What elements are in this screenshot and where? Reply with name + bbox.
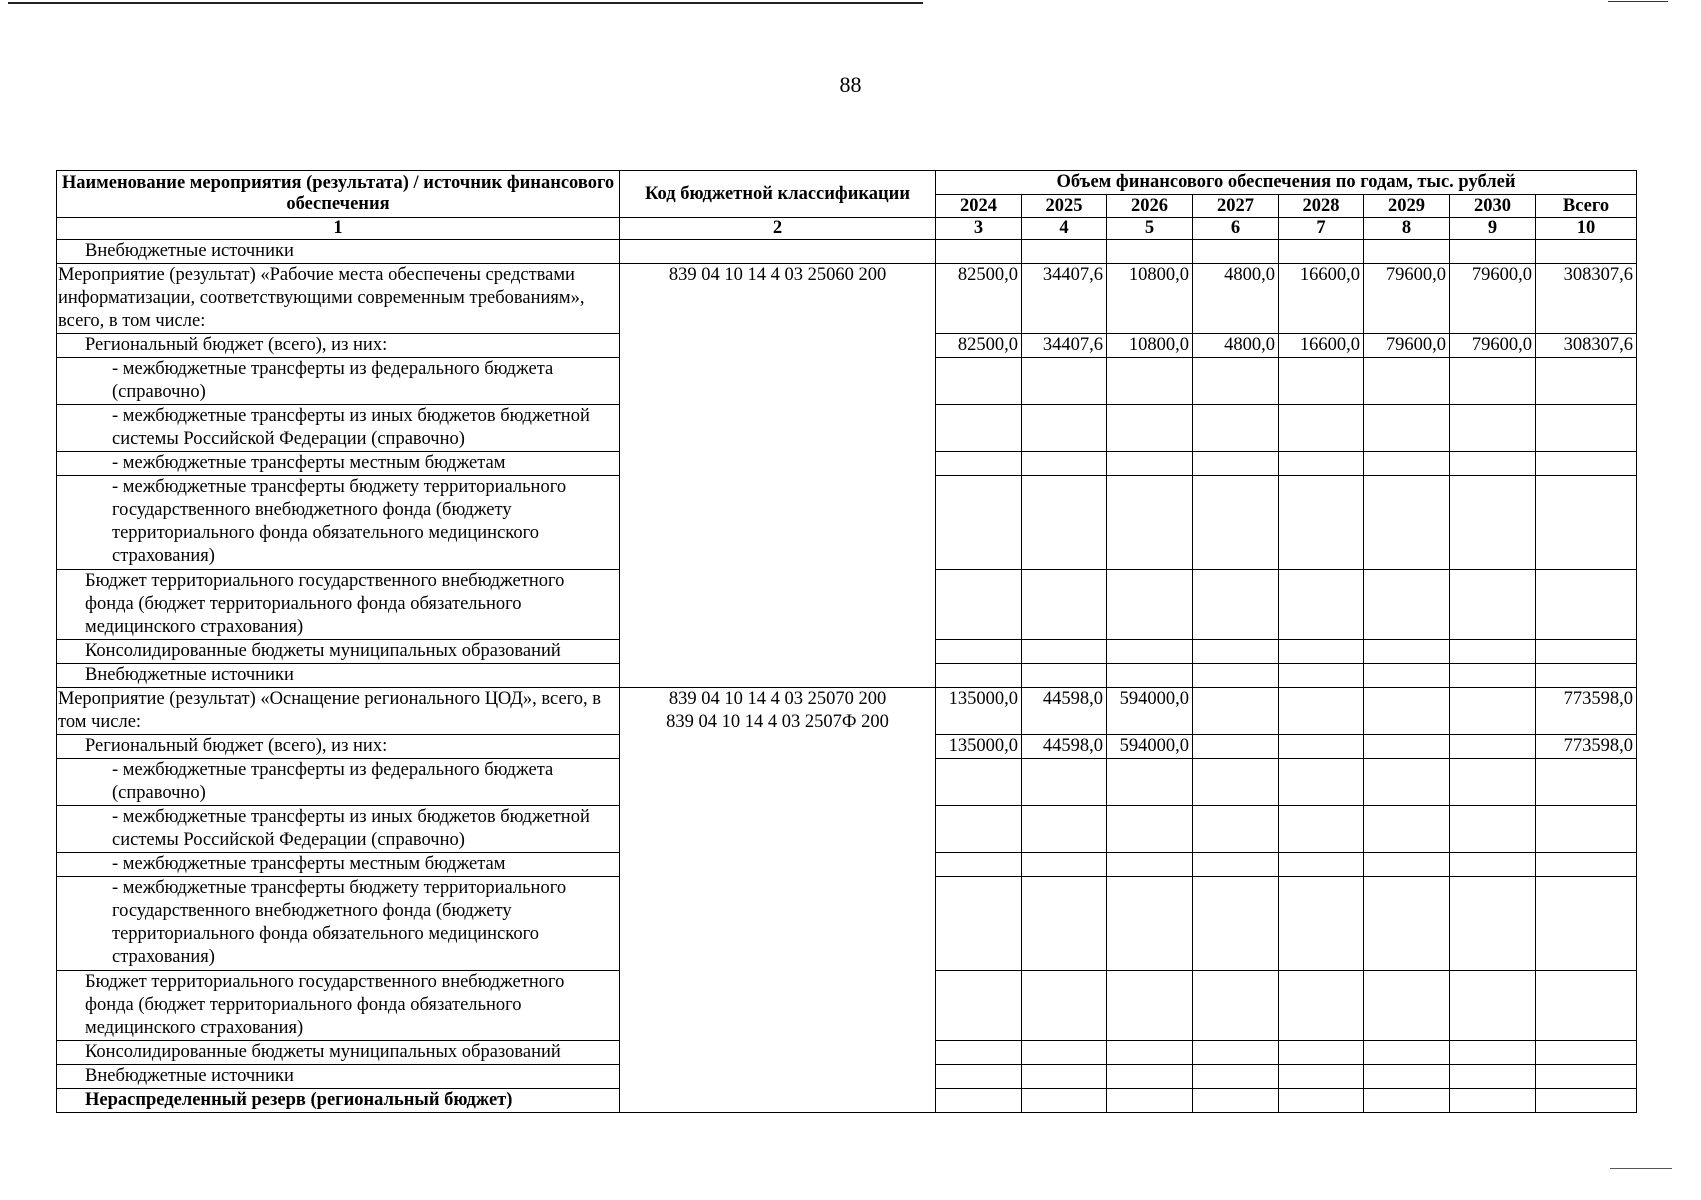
empty-cell (1450, 877, 1536, 971)
empty-cell (1536, 877, 1637, 971)
row-value: 16600,0 (1279, 264, 1364, 334)
row-name: - межбюджетные трансферты из федерального бюджета (справочно) (57, 759, 620, 806)
empty-cell (1450, 358, 1536, 405)
empty-cell (1450, 971, 1536, 1041)
row-value: 4800,0 (1193, 264, 1279, 334)
empty-cell (1279, 452, 1364, 476)
row-value: 135000,0 (936, 735, 1022, 759)
empty-cell (1364, 971, 1450, 1041)
empty-cell (1022, 476, 1107, 570)
header-year: 2025 (1022, 195, 1107, 218)
empty-cell (936, 405, 1022, 452)
row-value: 44598,0 (1022, 688, 1107, 735)
empty-cell (1536, 759, 1637, 806)
empty-cell (1107, 877, 1193, 971)
row-name: Внебюджетные источники (57, 664, 620, 688)
row-value (1279, 688, 1364, 735)
empty-cell (1536, 358, 1637, 405)
row-value: 4800,0 (1193, 334, 1279, 358)
table-row (57, 688, 1637, 735)
row-name: - межбюджетные трансферты местным бюджетам (57, 452, 620, 476)
row-name: Мероприятие (результат) «Оснащение регионального ЦОД», всего, в том числе: (57, 688, 620, 735)
row-name: Региональный бюджет (всего), из них: (57, 334, 620, 358)
empty-cell (1022, 240, 1107, 264)
row-code (620, 688, 936, 1113)
empty-cell (1450, 664, 1536, 688)
row-name: Внебюджетные источники (57, 240, 620, 264)
row-value: 82500,0 (936, 334, 1022, 358)
row-value (1364, 688, 1450, 735)
empty-cell (1193, 877, 1279, 971)
empty-cell (1193, 240, 1279, 264)
empty-cell (1107, 640, 1193, 664)
row-name: Консолидированные бюджеты муниципальных образований (57, 1041, 620, 1065)
empty-cell (1193, 759, 1279, 806)
empty-cell (1022, 640, 1107, 664)
empty-cell (1536, 640, 1637, 664)
empty-cell (1107, 452, 1193, 476)
empty-cell (1450, 853, 1536, 877)
empty-cell (936, 240, 1022, 264)
row-name: - межбюджетные трансферты из иных бюджетов бюджетной системы Российской Федерации (справочно) (57, 405, 620, 452)
empty-cell (1450, 476, 1536, 570)
empty-cell (1450, 640, 1536, 664)
empty-cell (1022, 971, 1107, 1041)
empty-cell (1450, 1041, 1536, 1065)
column-number: 5 (1107, 218, 1193, 240)
header-total: Всего (1536, 195, 1637, 218)
empty-cell (1193, 806, 1279, 853)
empty-cell (1193, 853, 1279, 877)
empty-cell (1279, 358, 1364, 405)
empty-cell (1536, 476, 1637, 570)
row-value: 773598,0 (1536, 735, 1637, 759)
empty-cell (1107, 664, 1193, 688)
empty-cell (1536, 405, 1637, 452)
row-name: Консолидированные бюджеты муниципальных образований (57, 640, 620, 664)
row-name: - межбюджетные трансферты из федерального бюджета (справочно) (57, 358, 620, 405)
empty-cell (1279, 664, 1364, 688)
empty-cell (1107, 1041, 1193, 1065)
row-value: 594000,0 (1107, 688, 1193, 735)
empty-cell (1364, 570, 1450, 640)
empty-cell (1364, 1041, 1450, 1065)
empty-cell (1193, 452, 1279, 476)
row-value: 79600,0 (1450, 334, 1536, 358)
header-year: 2026 (1107, 195, 1193, 218)
row-value: 594000,0 (1107, 735, 1193, 759)
empty-cell (1022, 664, 1107, 688)
budget-table (56, 170, 1637, 1113)
header-year: 2029 (1364, 195, 1450, 218)
row-value: 773598,0 (1536, 688, 1637, 735)
header-year: 2028 (1279, 195, 1364, 218)
row-name: - межбюджетные трансферты бюджету территориального государственного внебюджетного фонда (бюджету территориального фонда обязательного медицинского страхования) (57, 877, 620, 971)
empty-cell (1536, 664, 1637, 688)
row-name: Региональный бюджет (всего), из них: (57, 735, 620, 759)
empty-cell (1279, 405, 1364, 452)
empty-cell (1022, 452, 1107, 476)
row-value (1364, 735, 1450, 759)
empty-cell (936, 806, 1022, 853)
empty-cell (1107, 570, 1193, 640)
empty-cell (1450, 759, 1536, 806)
row-value: 44598,0 (1022, 735, 1107, 759)
column-number: 8 (1364, 218, 1450, 240)
empty-cell (1022, 358, 1107, 405)
empty-cell (936, 877, 1022, 971)
empty-cell (1193, 1065, 1279, 1089)
empty-cell (1107, 759, 1193, 806)
empty-cell (1193, 640, 1279, 664)
row-name: Мероприятие (результат) «Рабочие места обеспечены средствами информатизации, соответствующими современным требованиям», всего, в том числе: (57, 264, 620, 334)
empty-cell (1279, 1065, 1364, 1089)
empty-cell (1107, 240, 1193, 264)
empty-cell (1279, 476, 1364, 570)
empty-cell (1279, 759, 1364, 806)
column-number: 3 (936, 218, 1022, 240)
empty-cell (936, 358, 1022, 405)
empty-cell (1279, 240, 1364, 264)
row-value: 10800,0 (1107, 334, 1193, 358)
empty-cell (1279, 877, 1364, 971)
empty-cell (1364, 806, 1450, 853)
empty-cell (1536, 971, 1637, 1041)
empty-cell (1193, 476, 1279, 570)
row-value (1450, 735, 1536, 759)
empty-cell (936, 664, 1022, 688)
row-name: Бюджет территориального государственного внебюджетного фонда (бюджет территориального фонда обязательного медицинского страхования) (57, 971, 620, 1041)
empty-cell (1022, 1089, 1107, 1113)
top-rule-right (1608, 1, 1668, 2)
row-value: 79600,0 (1450, 264, 1536, 334)
row-name: Нераспределенный резерв (региональный бюджет) (57, 1089, 620, 1113)
row-value: 82500,0 (936, 264, 1022, 334)
table-row (57, 264, 1637, 334)
empty-cell (936, 759, 1022, 806)
empty-cell (1364, 405, 1450, 452)
header-year: 2030 (1450, 195, 1536, 218)
header-code: Код бюджетной классификации (620, 171, 936, 218)
header-year: 2024 (936, 195, 1022, 218)
row-value: 16600,0 (1279, 334, 1364, 358)
empty-cell (1107, 358, 1193, 405)
empty-cell (1536, 1065, 1637, 1089)
empty-cell (936, 452, 1022, 476)
row-value (1279, 735, 1364, 759)
column-number: 1 (57, 218, 620, 240)
empty-cell (1364, 452, 1450, 476)
empty-cell (936, 640, 1022, 664)
column-number: 9 (1450, 218, 1536, 240)
empty-cell (1107, 1089, 1193, 1113)
top-rule (8, 2, 923, 4)
empty-cell (1279, 1041, 1364, 1065)
empty-cell (1193, 664, 1279, 688)
row-value: 34407,6 (1022, 334, 1107, 358)
row-code (936, 1089, 1022, 1113)
empty-cell (1193, 570, 1279, 640)
row-value: 10800,0 (1107, 264, 1193, 334)
column-number: 10 (1536, 218, 1637, 240)
row-code-line: 839 04 10 14 4 03 25070 200 (668, 689, 887, 709)
empty-cell (1536, 853, 1637, 877)
empty-cell (936, 1065, 1022, 1089)
row-code-line: 839 04 10 14 4 03 2507Ф 200 (666, 712, 889, 732)
empty-cell (1022, 405, 1107, 452)
empty-cell (936, 1041, 1022, 1065)
empty-cell (1450, 1089, 1536, 1113)
empty-cell (1364, 877, 1450, 971)
row-name: - межбюджетные трансферты местным бюджетам (57, 853, 620, 877)
header-row (57, 171, 1637, 195)
row-value (1450, 688, 1536, 735)
row-value: 308307,6 (1536, 264, 1637, 334)
empty-cell (1022, 877, 1107, 971)
empty-cell (1536, 452, 1637, 476)
row-value: 34407,6 (1022, 264, 1107, 334)
row-name: Бюджет территориального государственного внебюджетного фонда (бюджет территориального фонда обязательного медицинского страхования) (57, 570, 620, 640)
empty-cell (1364, 664, 1450, 688)
empty-cell (1364, 853, 1450, 877)
column-number: 4 (1022, 218, 1107, 240)
empty-cell (1279, 853, 1364, 877)
empty-cell (1364, 1065, 1450, 1089)
empty-cell (1279, 971, 1364, 1041)
empty-cell (1279, 640, 1364, 664)
row-name: - межбюджетные трансферты бюджету территориального государственного внебюджетного фонда (бюджету территориального фонда обязательного медицинского страхования) (57, 476, 620, 570)
row-code: 839 04 10 14 4 03 25060 200 (620, 264, 936, 688)
empty-cell (936, 853, 1022, 877)
column-number: 2 (620, 218, 936, 240)
empty-cell (1450, 806, 1536, 853)
empty-cell (1279, 1089, 1364, 1113)
empty-cell (1022, 1065, 1107, 1089)
empty-cell (1107, 405, 1193, 452)
empty-cell (1022, 570, 1107, 640)
empty-cell (1364, 240, 1450, 264)
empty-cell (1450, 240, 1536, 264)
empty-cell (1193, 405, 1279, 452)
empty-cell (1022, 806, 1107, 853)
empty-cell (1107, 1065, 1193, 1089)
row-code (620, 240, 936, 264)
empty-cell (1022, 759, 1107, 806)
column-number: 6 (1193, 218, 1279, 240)
empty-cell (1536, 1041, 1637, 1065)
empty-cell (1279, 806, 1364, 853)
row-name: Внебюджетные источники (57, 1065, 620, 1089)
bottom-rule (1610, 1168, 1672, 1169)
empty-cell (1364, 358, 1450, 405)
empty-cell (1364, 476, 1450, 570)
empty-cell (1450, 452, 1536, 476)
row-value (1193, 688, 1279, 735)
header-year: 2027 (1193, 195, 1279, 218)
row-name: - межбюджетные трансферты из иных бюджетов бюджетной системы Российской Федерации (справочно) (57, 806, 620, 853)
empty-cell (1450, 405, 1536, 452)
empty-cell (1107, 853, 1193, 877)
empty-cell (1193, 358, 1279, 405)
empty-cell (1107, 476, 1193, 570)
empty-cell (1107, 971, 1193, 1041)
empty-cell (1279, 570, 1364, 640)
header-name: Наименование мероприятия (результата) / источник финансового обеспечения (57, 171, 620, 218)
empty-cell (936, 570, 1022, 640)
row-value: 79600,0 (1364, 264, 1450, 334)
empty-cell (1536, 570, 1637, 640)
empty-cell (1536, 806, 1637, 853)
table-row (57, 240, 1637, 264)
empty-cell (1536, 1089, 1637, 1113)
empty-cell (1107, 806, 1193, 853)
column-numbers-row (57, 218, 1637, 240)
row-value: 135000,0 (936, 688, 1022, 735)
column-number: 7 (1279, 218, 1364, 240)
row-value (1193, 735, 1279, 759)
page-number: 88 (839, 72, 862, 97)
empty-cell (1536, 240, 1637, 264)
empty-cell (1364, 640, 1450, 664)
empty-cell (1022, 853, 1107, 877)
empty-cell (1193, 971, 1279, 1041)
empty-cell (1193, 1089, 1279, 1113)
empty-cell (936, 476, 1022, 570)
header-volume: Объем финансового обеспечения по годам, тыс. рублей (936, 171, 1637, 195)
empty-cell (1364, 759, 1450, 806)
row-value: 79600,0 (1364, 334, 1450, 358)
row-value: 308307,6 (1536, 334, 1637, 358)
empty-cell (1450, 570, 1536, 640)
empty-cell (1450, 1065, 1536, 1089)
empty-cell (1193, 1041, 1279, 1065)
empty-cell (936, 971, 1022, 1041)
empty-cell (1364, 1089, 1450, 1113)
empty-cell (1022, 1041, 1107, 1065)
